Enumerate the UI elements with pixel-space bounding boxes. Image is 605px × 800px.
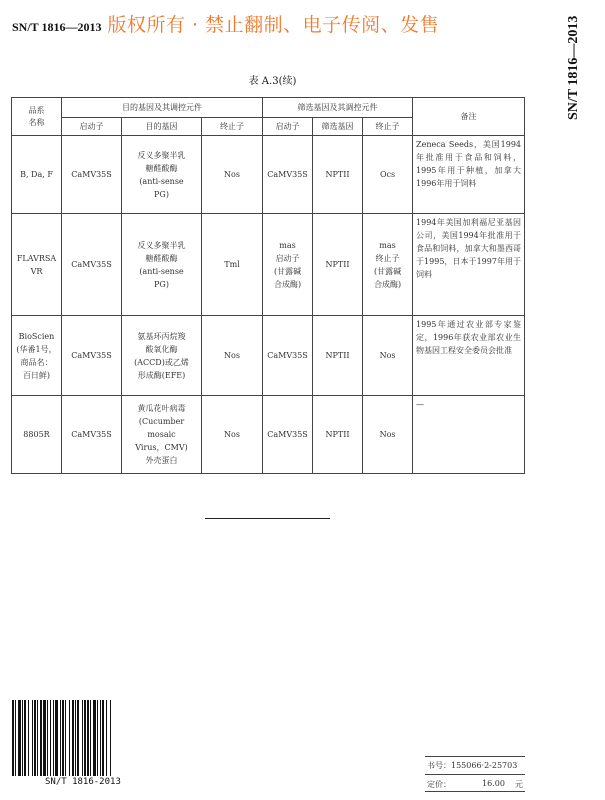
row-sel-promoter: CaMV35S xyxy=(263,316,313,396)
barcode-bar xyxy=(15,700,16,776)
copyright-watermark: 版权所有 · 禁止翻制、电子传阅、发售 xyxy=(107,14,440,36)
barcode-bar xyxy=(106,700,107,776)
barcode-bar xyxy=(87,700,89,776)
row-note: Zeneca Seeds，美国1994年批准用于食品和饲料，1995年用于种植，加拿大1996年用于饲料 xyxy=(413,136,525,214)
row-sel-gene: NPTII xyxy=(313,316,363,396)
side-standard-label: SN/T 1816—2013 xyxy=(566,15,581,120)
row-sel-terminator: Nos xyxy=(363,316,413,396)
row-promoter: CaMV35S xyxy=(62,316,122,396)
table-row xyxy=(12,136,525,214)
price-value: 16.00 xyxy=(482,779,505,788)
barcode-bar xyxy=(110,700,111,776)
col-group-select: 筛选基因及其调控元件 xyxy=(263,98,413,118)
barcode-bar xyxy=(77,700,79,776)
col-header-terminator: 终止子 xyxy=(202,118,263,136)
row-sel-gene: NPTII xyxy=(313,214,363,316)
row-note: — xyxy=(413,396,525,474)
col-header-promoter: 启动子 xyxy=(62,118,122,136)
row-terminator: Nos xyxy=(202,136,263,214)
row-sel-promoter: CaMV35S xyxy=(263,136,313,214)
barcode-bar xyxy=(72,700,74,776)
col-header-note: 备注 xyxy=(413,98,525,136)
barcode-bar xyxy=(32,700,33,776)
col-group-target: 目的基因及其调控元件 xyxy=(62,98,263,118)
barcode-bar xyxy=(28,700,29,776)
barcode-bar xyxy=(18,700,21,776)
barcode-bar xyxy=(69,700,70,776)
barcode-bar xyxy=(47,700,48,776)
page-header xyxy=(12,10,439,37)
row-sel-terminator: mas 终止子 (甘露碱 合成酶) xyxy=(363,214,413,316)
barcode-bar xyxy=(82,700,83,776)
price xyxy=(427,779,527,790)
barcode-bar xyxy=(53,700,54,776)
barcode-image xyxy=(11,700,144,776)
barcode-bar xyxy=(75,700,76,776)
row-target-gene: 氨基环丙烷羧 酸氧化酶 (ACCD)或乙烯 形成酶(EFE) xyxy=(122,316,202,396)
row-terminator: Tml xyxy=(202,214,263,316)
col-header-target-gene: 目的基因 xyxy=(122,118,202,136)
table-body xyxy=(12,136,525,474)
row-note: 1995年通过农业部专家鉴定，1996年获农业部农业生物基因工程安全委员会批准 xyxy=(413,316,525,396)
col-header-sel-gene: 筛选基因 xyxy=(313,118,363,136)
barcode-bar xyxy=(65,700,66,776)
row-promoter: CaMV35S xyxy=(62,214,122,316)
row-target-gene: 反义多聚半乳 糖醛酸酶 (anti-sense PG) xyxy=(122,136,202,214)
barcode-bar xyxy=(102,700,104,776)
col-header-name-line: 品系 xyxy=(28,105,45,115)
table-row xyxy=(12,214,525,316)
price-label: 定价： xyxy=(427,780,451,789)
row-name: BioScien (华番1号， 商品名： 百日鲜) xyxy=(12,316,62,396)
price-unit: 元 xyxy=(515,780,523,789)
footer-rule-bottom xyxy=(425,791,525,792)
barcode-bar xyxy=(50,700,51,776)
barcode-bar xyxy=(22,700,23,776)
barcode-bar xyxy=(62,700,64,776)
row-sel-gene: NPTII xyxy=(313,396,363,474)
barcode-bar xyxy=(24,700,26,776)
barcode-bar xyxy=(60,700,61,776)
barcode-bar xyxy=(93,700,96,776)
col-header-sel-promoter: 启动子 xyxy=(263,118,313,136)
barcode-bar xyxy=(84,700,86,776)
footer-rule-mid xyxy=(425,774,525,775)
row-terminator: Nos xyxy=(202,396,263,474)
row-name: B, Da, F xyxy=(12,136,62,214)
end-rule xyxy=(205,518,330,519)
row-sel-promoter: mas 启动子 (甘露碱 合成酶) xyxy=(263,214,313,316)
row-sel-gene: NPTII xyxy=(313,136,363,214)
row-name: 8805R xyxy=(12,396,62,474)
row-terminator: Nos xyxy=(202,316,263,396)
col-header-sel-terminator: 终止子 xyxy=(363,118,413,136)
table-row xyxy=(12,316,525,396)
row-target-gene: 黄瓜花叶病毒 (Cucumber mosaic Virus，CMV) 外壳蛋白 xyxy=(122,396,202,474)
standard-number: SN/T 1816—2013 xyxy=(12,20,102,34)
row-sel-terminator: Nos xyxy=(363,396,413,474)
book-number: 书号：155066·2-25703 xyxy=(427,761,518,770)
col-header-name xyxy=(12,98,62,136)
barcode-text: SN/T 1816-2013 xyxy=(45,777,121,787)
barcode-bar xyxy=(55,700,58,776)
barcode-bar xyxy=(12,700,14,776)
footer-rule-top xyxy=(425,756,525,757)
barcode-bar xyxy=(40,700,42,776)
row-name: FLAVRSA VR xyxy=(12,214,62,316)
barcode-bar xyxy=(34,700,36,776)
barcode-bar xyxy=(90,700,91,776)
barcode-bar xyxy=(37,700,38,776)
table-caption: 表 A.3(续) xyxy=(248,76,297,87)
row-sel-promoter: CaMV35S xyxy=(263,396,313,474)
col-header-name-line: 名称 xyxy=(28,117,45,127)
row-promoter: CaMV35S xyxy=(62,136,122,214)
row-promoter: CaMV35S xyxy=(62,396,122,474)
gene-table xyxy=(11,97,525,474)
barcode-bar xyxy=(100,700,101,776)
barcode-bar xyxy=(43,700,46,776)
row-sel-terminator: Ocs xyxy=(363,136,413,214)
table-row xyxy=(12,396,525,474)
row-note: 1994年美国加利福尼亚基因公司，美国1994年批准用于食品和饲料，加拿大和墨西哥于1995，日本于1997年用于饲料 xyxy=(413,214,525,316)
row-target-gene: 反义多聚半乳 糖醛酸酶 (anti-sense PG) xyxy=(122,214,202,316)
barcode-bar xyxy=(97,700,98,776)
